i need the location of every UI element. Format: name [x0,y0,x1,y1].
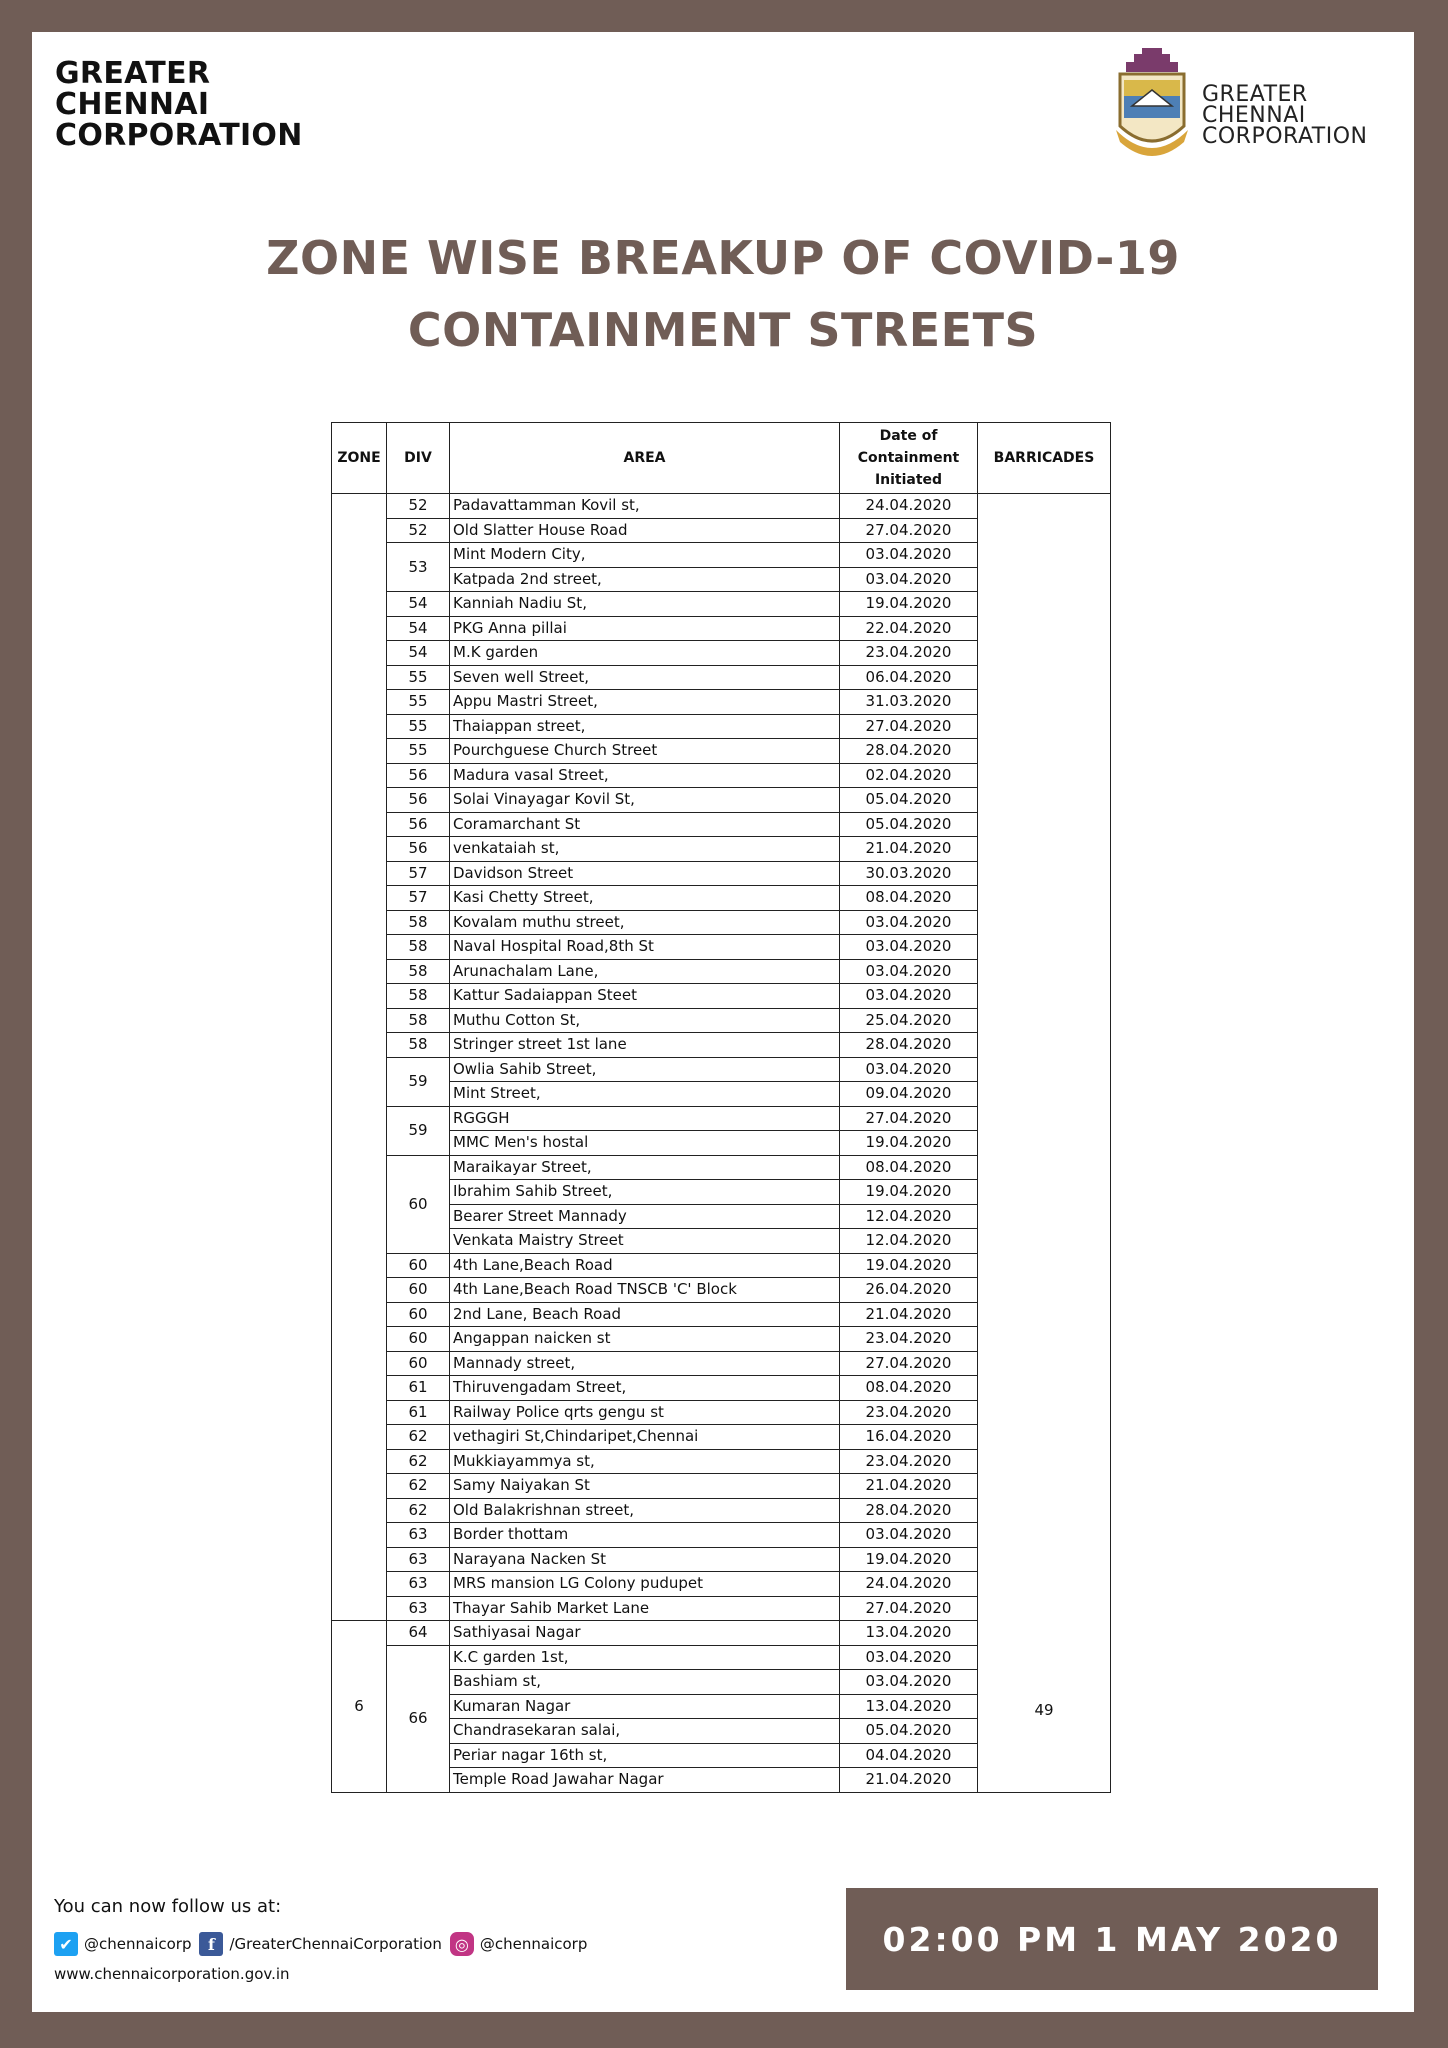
date-cell: 23.04.2020 [840,641,978,666]
area-cell: Coramarchant St [450,812,840,837]
div-cell: 59 [387,1057,450,1106]
div-cell: 63 [387,1547,450,1572]
date-cell: 03.04.2020 [840,1670,978,1695]
area-cell: MRS mansion LG Colony pudupet [450,1572,840,1597]
area-cell: Old Balakrishnan street, [450,1498,840,1523]
date-cell: 12.04.2020 [840,1204,978,1229]
date-cell: 19.04.2020 [840,1547,978,1572]
barricades-cell: 49 [978,494,1111,1793]
area-cell: PKG Anna pillai [450,616,840,641]
date-cell: 13.04.2020 [840,1621,978,1646]
div-cell: 64 [387,1621,450,1646]
header-date-line: Date of [879,428,938,444]
div-cell: 62 [387,1425,450,1450]
zone-cell [332,494,387,1621]
date-cell: 03.04.2020 [840,984,978,1009]
div-cell: 57 [387,861,450,886]
div-cell: 58 [387,1033,450,1058]
table-row [332,494,1111,519]
date-cell: 08.04.2020 [840,886,978,911]
date-cell: 03.04.2020 [840,959,978,984]
area-cell: Davidson Street [450,861,840,886]
date-cell: 28.04.2020 [840,1033,978,1058]
facebook-handle[interactable]: /GreaterChennaiCorporation [229,1935,442,1953]
follow-text: You can now follow us at: [54,1896,282,1917]
date-cell: 05.04.2020 [840,1719,978,1744]
zone-cell: 6 [332,1621,387,1793]
brand-line: GREATER [1202,82,1308,107]
area-cell: Padavattamman Kovil st, [450,494,840,519]
date-cell: 08.04.2020 [840,1155,978,1180]
div-cell: 58 [387,959,450,984]
div-cell: 52 [387,494,450,519]
div-cell: 53 [387,543,450,592]
date-cell: 04.04.2020 [840,1743,978,1768]
div-cell: 54 [387,641,450,666]
facebook-icon[interactable]: f [199,1932,223,1956]
social-footer [54,1896,595,1983]
area-cell: Thayar Sahib Market Lane [450,1596,840,1621]
date-cell: 23.04.2020 [840,1327,978,1352]
area-cell: vethagiri St,Chindaripet,Chennai [450,1425,840,1450]
area-cell: Old Slatter House Road [450,518,840,543]
header-date-line: Initiated [874,472,943,488]
area-cell: Mukkiayammya st, [450,1449,840,1474]
area-cell: Naval Hospital Road,8th St [450,935,840,960]
date-cell: 27.04.2020 [840,518,978,543]
page-title [32,222,1414,366]
table-header-row [332,423,1111,494]
div-cell: 56 [387,763,450,788]
area-cell: Sathiyasai Nagar [450,1621,840,1646]
date-cell: 27.04.2020 [840,1596,978,1621]
date-cell: 27.04.2020 [840,714,978,739]
date-cell: 31.03.2020 [840,690,978,715]
date-cell: 03.04.2020 [840,1645,978,1670]
twitter-handle[interactable]: @chennaicorp [84,1935,192,1953]
area-cell: 2nd Lane, Beach Road [450,1302,840,1327]
area-cell: Stringer street 1st lane [450,1033,840,1058]
area-cell: RGGGH [450,1106,840,1131]
area-cell: Mint Modern City, [450,543,840,568]
div-cell: 55 [387,739,450,764]
date-cell: 21.04.2020 [840,837,978,862]
date-cell: 13.04.2020 [840,1694,978,1719]
area-cell: venkataiah st, [450,837,840,862]
area-cell: Thaiappan street, [450,714,840,739]
area-cell: Border thottam [450,1523,840,1548]
div-cell: 66 [387,1645,450,1792]
area-cell: Bashiam st, [450,1670,840,1695]
div-cell: 58 [387,935,450,960]
div-cell: 60 [387,1327,450,1352]
area-cell: Solai Vinayagar Kovil St, [450,788,840,813]
date-cell: 08.04.2020 [840,1376,978,1401]
date-cell: 05.04.2020 [840,788,978,813]
title-line-1: ZONE WISE BREAKUP OF COVID-19 [266,231,1180,285]
date-cell: 25.04.2020 [840,1008,978,1033]
area-cell: Appu Mastri Street, [450,690,840,715]
area-cell: M.K garden [450,641,840,666]
brand-line: CORPORATION [1202,124,1368,149]
div-cell: 60 [387,1351,450,1376]
area-cell: Mint Street, [450,1082,840,1107]
area-cell: Mannady street, [450,1351,840,1376]
div-cell: 56 [387,788,450,813]
date-cell: 21.04.2020 [840,1302,978,1327]
div-cell: 62 [387,1498,450,1523]
header-zone: ZONE [332,423,387,494]
date-cell: 28.04.2020 [840,1498,978,1523]
date-cell: 05.04.2020 [840,812,978,837]
area-cell: Thiruvengadam Street, [450,1376,840,1401]
date-cell: 03.04.2020 [840,1057,978,1082]
div-cell: 61 [387,1400,450,1425]
date-cell: 03.04.2020 [840,935,978,960]
date-cell: 19.04.2020 [840,592,978,617]
header-date-line: Containment [857,450,960,466]
bulletin-page [32,32,1414,2012]
div-cell: 62 [387,1449,450,1474]
area-cell: Kovalam muthu street, [450,910,840,935]
div-cell: 55 [387,690,450,715]
area-cell: 4th Lane,Beach Road [450,1253,840,1278]
social-links [54,1929,595,1959]
date-cell: 09.04.2020 [840,1082,978,1107]
div-cell: 57 [387,886,450,911]
header-date [840,423,978,494]
area-cell: Madura vasal Street, [450,763,840,788]
div-cell: 55 [387,714,450,739]
timestamp-text: 02:00 PM 1 MAY 2020 [882,1919,1342,1959]
twitter-icon[interactable]: ✔ [54,1932,78,1956]
div-cell: 56 [387,837,450,862]
brand-line: GREATER [55,56,211,91]
containment-table [331,422,1111,1793]
date-cell: 23.04.2020 [840,1400,978,1425]
div-cell: 54 [387,592,450,617]
area-cell: K.C garden 1st, [450,1645,840,1670]
header-div: DIV [387,423,450,494]
instagram-handle[interactable]: @chennaicorp [479,1935,588,1953]
div-cell: 63 [387,1596,450,1621]
div-cell: 61 [387,1376,450,1401]
gcc-seal-icon [1112,46,1192,170]
date-cell: 02.04.2020 [840,763,978,788]
div-cell: 58 [387,984,450,1009]
date-cell: 24.04.2020 [840,1572,978,1597]
area-cell: Muthu Cotton St, [450,1008,840,1033]
div-cell: 59 [387,1106,450,1155]
date-cell: 30.03.2020 [840,861,978,886]
date-cell: 27.04.2020 [840,1351,978,1376]
area-cell: Chandrasekaran salai, [450,1719,840,1744]
header-area: AREA [450,423,840,494]
area-cell: Samy Naiyakan St [450,1474,840,1499]
area-cell: Narayana Nacken St [450,1547,840,1572]
div-cell: 60 [387,1302,450,1327]
area-cell: Seven well Street, [450,665,840,690]
div-cell: 63 [387,1523,450,1548]
area-cell: Arunachalam Lane, [450,959,840,984]
brand-line: CORPORATION [55,118,303,153]
brand-logo-right [1112,46,1392,176]
area-cell: Owlia Sahib Street, [450,1057,840,1082]
div-cell: 62 [387,1474,450,1499]
date-cell: 03.04.2020 [840,910,978,935]
area-cell: Angappan naicken st [450,1327,840,1352]
date-cell: 19.04.2020 [840,1180,978,1205]
date-cell: 19.04.2020 [840,1253,978,1278]
div-cell: 60 [387,1155,450,1253]
containment-table-wrapper [331,422,1111,1793]
div-cell: 52 [387,518,450,543]
area-cell: Pourchguese Church Street [450,739,840,764]
date-cell: 03.04.2020 [840,543,978,568]
div-cell: 56 [387,812,450,837]
date-cell: 19.04.2020 [840,1131,978,1156]
date-cell: 03.04.2020 [840,567,978,592]
area-cell: Bearer Street Mannady [450,1204,840,1229]
div-cell: 55 [387,665,450,690]
area-cell: 4th Lane,Beach Road TNSCB 'C' Block [450,1278,840,1303]
website-link[interactable]: www.chennaicorporation.gov.in [54,1965,290,1983]
area-cell: Maraikayar Street, [450,1155,840,1180]
div-cell: 54 [387,616,450,641]
title-line-2: CONTAINMENT STREETS [407,303,1039,357]
date-cell: 27.04.2020 [840,1106,978,1131]
area-cell: Kattur Sadaiappan Steet [450,984,840,1009]
date-cell: 24.04.2020 [840,494,978,519]
date-cell: 12.04.2020 [840,1229,978,1254]
date-cell: 22.04.2020 [840,616,978,641]
area-cell: Railway Police qrts gengu st [450,1400,840,1425]
date-cell: 28.04.2020 [840,739,978,764]
div-cell: 60 [387,1253,450,1278]
header-barricades: BARRICADES [978,423,1111,494]
date-cell: 03.04.2020 [840,1523,978,1548]
table-body [332,494,1111,1793]
area-cell: Katpada 2nd street, [450,567,840,592]
date-cell: 21.04.2020 [840,1474,978,1499]
area-cell: Kumaran Nagar [450,1694,840,1719]
brand-line: CHENNAI [55,87,210,122]
date-cell: 06.04.2020 [840,665,978,690]
div-cell: 63 [387,1572,450,1597]
date-cell: 23.04.2020 [840,1449,978,1474]
div-cell: 58 [387,1008,450,1033]
div-cell: 58 [387,910,450,935]
area-cell: Venkata Maistry Street [450,1229,840,1254]
brand-line: CHENNAI [1202,103,1306,128]
date-cell: 26.04.2020 [840,1278,978,1303]
date-cell: 16.04.2020 [840,1425,978,1450]
div-cell: 60 [387,1278,450,1303]
area-cell: Kanniah Nadiu St, [450,592,840,617]
brand-wordmark-left [55,58,303,151]
area-cell: Temple Road Jawahar Nagar [450,1768,840,1793]
area-cell: Periar nagar 16th st, [450,1743,840,1768]
instagram-icon[interactable]: ◎ [450,1932,474,1956]
date-cell: 21.04.2020 [840,1768,978,1793]
brand-wordmark-right [1202,84,1367,147]
timestamp-badge [846,1888,1378,1990]
area-cell: Kasi Chetty Street, [450,886,840,911]
area-cell: Ibrahim Sahib Street, [450,1180,840,1205]
area-cell: MMC Men's hostal [450,1131,840,1156]
